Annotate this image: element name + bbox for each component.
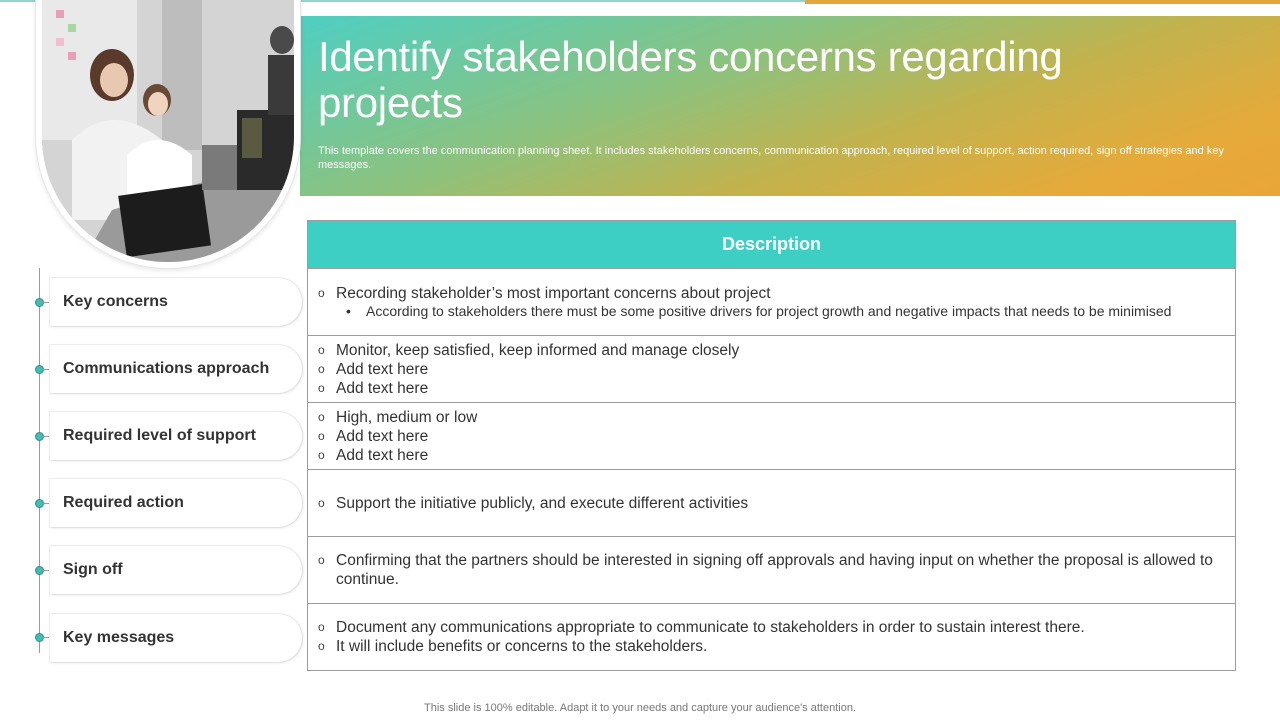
sub-list-item: [318, 303, 1223, 320]
list-item: [318, 427, 1223, 446]
dot-bullet-icon: •: [346, 303, 351, 319]
list-item: [318, 637, 1223, 656]
circle-bullet-icon: o: [318, 380, 325, 395]
footer-note: This slide is 100% editable. Adapt it to your needs and capture your audience's attention.: [424, 702, 856, 714]
list-item: [318, 446, 1223, 465]
table-row: [308, 336, 1235, 403]
circle-bullet-icon: o: [318, 342, 325, 357]
item-text: According to stakeholders there must be some positive drivers for project growth and negative impacts that needs to be minimised: [366, 303, 1172, 319]
list-item: [318, 551, 1223, 589]
item-text: Support the initiative publicly, and execute different activities: [336, 494, 749, 512]
circle-bullet-icon: o: [318, 361, 325, 376]
item-text: Monitor, keep satisfied, keep informed and manage closely: [336, 341, 740, 359]
photo-frame: [36, 0, 300, 268]
label-required-action: Required action: [50, 479, 302, 527]
item-text: It will include benefits or concerns to the stakeholders.: [336, 638, 708, 655]
item-text: Recording stakeholder’s most important concerns about project: [336, 285, 771, 302]
circle-bullet-icon: o: [318, 286, 325, 300]
item-text: Confirming that the partners should be interested in signing off approvals and having input on whether the proposal is allowed to continue.: [336, 552, 1213, 588]
list-item: [318, 284, 1223, 303]
circle-bullet-icon: o: [318, 620, 325, 634]
table-row: [308, 403, 1235, 470]
timeline-line: [39, 268, 40, 653]
list-item: [318, 618, 1223, 637]
item-text: Add text here: [336, 360, 429, 378]
table-row: [308, 269, 1235, 336]
list-item: [318, 341, 1223, 360]
item-text: Add text here: [336, 427, 429, 445]
table-row: [308, 604, 1235, 670]
circle-bullet-icon: o: [318, 495, 325, 510]
circle-bullet-icon: o: [318, 409, 325, 424]
list-item: [318, 360, 1223, 379]
label-communications-approach: Communications approach: [50, 345, 302, 393]
table-header: Description: [308, 221, 1235, 269]
item-text: Add text here: [336, 379, 429, 397]
table-row: [308, 537, 1235, 604]
item-text: Add text here: [336, 446, 429, 464]
label-key-concerns: Key concerns: [50, 278, 302, 326]
circle-bullet-icon: o: [318, 447, 325, 462]
list-item: [318, 494, 1223, 513]
top-accent-bar: [805, 0, 1280, 4]
circle-bullet-icon: o: [318, 639, 325, 653]
list-item: [318, 379, 1223, 398]
label-sign-off: Sign off: [50, 546, 302, 594]
slide-title: Identify stakeholders concerns regarding projects: [318, 33, 1063, 126]
circle-bullet-icon: o: [318, 428, 325, 443]
label-key-messages: Key messages: [50, 614, 302, 662]
office-photo-illustration: [42, 0, 294, 262]
slide-subtitle: This template covers the communication planning sheet. It includes stakeholders concerns, communication approach, required level of support, action required, sign off strategies and key messages.: [318, 145, 1224, 171]
item-text: Document any communications appropriate to communicate to stakeholders in order to sustain interest there.: [336, 619, 1085, 636]
table-row: [308, 470, 1235, 537]
label-required-level-of-support: Required level of support: [50, 412, 302, 460]
description-table: [307, 220, 1236, 671]
team-photo: [42, 0, 294, 262]
item-text: High, medium or low: [336, 408, 478, 426]
list-item: [318, 408, 1223, 427]
circle-bullet-icon: o: [318, 553, 325, 567]
